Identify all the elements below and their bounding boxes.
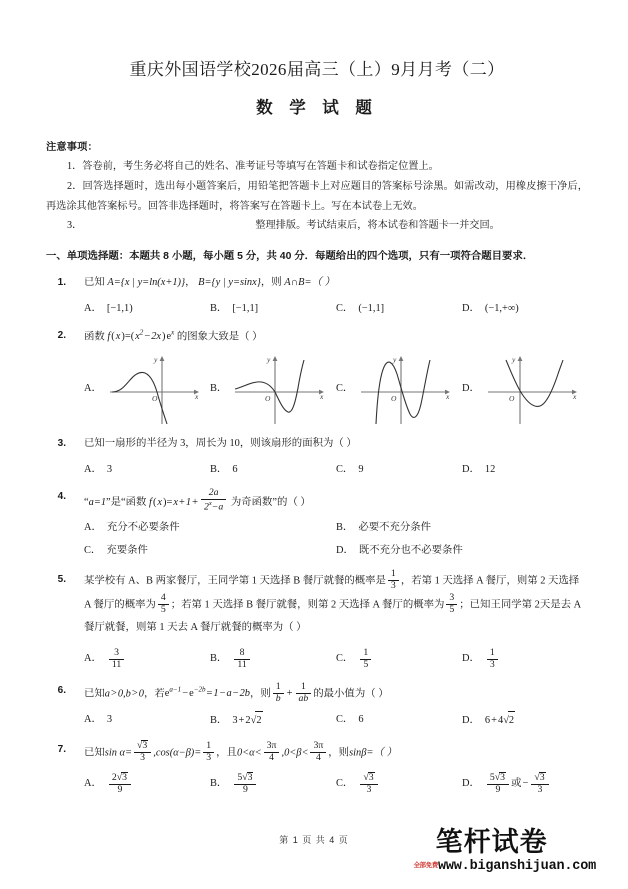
question-3-options	[84, 461, 588, 479]
q5-fraction-2-num: 4	[158, 593, 169, 605]
q6-fraction-1-num: 1	[273, 682, 284, 694]
option-b-label: B．	[210, 302, 228, 314]
option-d-den-1: 9	[495, 784, 501, 796]
q6-prefix: 已知	[84, 688, 105, 700]
question-4-options	[84, 519, 588, 560]
option-d-den: 3	[489, 659, 495, 671]
option-d[interactable]	[462, 711, 588, 730]
q6-plus: +	[286, 688, 293, 700]
option-d-label: D．	[336, 545, 354, 557]
option-a-den: 11	[111, 659, 122, 671]
watermark-brand: 笔杆试卷	[435, 827, 548, 857]
q5-fraction-3-den: 5	[449, 604, 455, 616]
option-a-label: A．	[84, 521, 102, 533]
option-d-fraction-1	[487, 772, 509, 796]
option-b[interactable]	[210, 352, 336, 426]
option-d-fraction	[487, 648, 498, 671]
section-label: 一、单项选择题：	[46, 250, 130, 262]
option-c-label: C．	[84, 545, 102, 557]
question-6	[46, 682, 588, 731]
option-d[interactable]	[462, 461, 588, 479]
option-d-label: D．	[462, 653, 480, 665]
q7-fraction-3-den: 4	[269, 751, 274, 763]
q5-line1a: 某学校有 A、B 两家餐厅，王同学第 1 天选择 B 餐厅就餐的概率是	[84, 575, 386, 587]
question-1-number: 1.	[57, 277, 66, 289]
option-b[interactable]	[210, 647, 336, 673]
option-a[interactable]	[84, 352, 210, 426]
question-7-stem	[84, 740, 588, 764]
page-title: 重庆外国语学校2026届高三（上）9月月考（二）	[129, 60, 505, 79]
watermark	[414, 829, 596, 874]
q7-range-alpha: 0<α<	[236, 747, 262, 759]
option-d-label: D．	[462, 463, 480, 475]
option-b-fraction	[234, 772, 256, 796]
q7-fraction-1	[134, 740, 151, 764]
option-c-label: C．	[336, 383, 354, 395]
q6-condition: a>0,b>0	[104, 688, 144, 700]
q6-equation: $e^{a-1}-e^{-2b}=1-a-2b$	[164, 685, 250, 700]
option-c-text: 6	[358, 714, 364, 726]
option-a-num: 3	[109, 648, 124, 660]
q4-quote-open: “	[84, 496, 89, 508]
q5-fraction-2	[158, 593, 169, 616]
q7-fraction-2-num: 1	[203, 741, 214, 753]
q4-fraction-numerator: 2a	[201, 488, 226, 500]
graph-d	[484, 352, 580, 426]
question-7-options	[84, 771, 588, 797]
q1-sep1: ，	[185, 277, 196, 289]
option-c-text: 9	[358, 463, 364, 475]
q5-fraction-3-num: 3	[446, 593, 457, 605]
q5-line2c: ；已知王同学第 2	[459, 599, 540, 611]
q6-mid2: ，则	[249, 688, 271, 700]
page-number: 第 1 页 共 4 页	[279, 835, 349, 845]
q4-mid-text: ”是“函数	[106, 496, 147, 508]
note-item-3-text: 整理排版。考试结束后，将本试卷和答题卡一并交回。	[255, 220, 500, 232]
q6-suffix: 的最小值为（ ）	[313, 688, 389, 700]
option-d[interactable]	[462, 352, 588, 426]
option-b-label: B．	[210, 715, 228, 727]
svg-text:y: y	[393, 355, 397, 365]
question-5-stem	[84, 569, 588, 639]
svg-text:x: x	[446, 392, 450, 402]
question-1-stem	[84, 274, 588, 292]
q4-function: f(x)=x+1+	[149, 496, 198, 508]
option-d-label: D．	[462, 715, 480, 727]
q4-suffix: 为奇函数”的（ ）	[230, 496, 311, 508]
option-b-text: 6	[232, 463, 238, 475]
option-b-den: 9	[242, 784, 248, 796]
option-a-fraction	[109, 772, 131, 796]
option-b[interactable]	[336, 519, 588, 537]
q7-fraction-2-den: 3	[206, 751, 212, 763]
watermark-free-badge: 全部免费	[413, 862, 438, 869]
option-d[interactable]: D． $\frac{5√3}{9}$ 或 − $\frac{√3}{3}$	[462, 771, 588, 797]
option-c[interactable]	[336, 352, 462, 426]
option-c-fraction	[360, 772, 377, 796]
option-c-label: C．	[336, 302, 354, 314]
option-d-label: D．	[462, 383, 480, 395]
option-d-text: 12	[484, 463, 496, 475]
question-4-number: 4.	[57, 490, 66, 502]
option-c-label: C．	[336, 463, 354, 475]
option-c[interactable]	[336, 300, 462, 318]
q7-suffix: sinβ=（ ）	[349, 747, 397, 759]
question-3	[46, 435, 588, 478]
q5-line2b: ；若第 1 天选择 B 餐厅就餐，则第 2 天选择 A 餐厅的概率为	[170, 599, 445, 611]
option-b-label: B．	[210, 777, 228, 789]
q4-fraction	[201, 488, 226, 513]
q5-fraction-2-den: 5	[160, 604, 166, 616]
q7-fraction-2	[203, 741, 214, 764]
option-a-label: A．	[84, 714, 102, 726]
question-1	[46, 274, 588, 317]
q2-prefix: 函数	[84, 331, 105, 343]
option-c[interactable]	[336, 771, 462, 797]
option-a-label: A．	[84, 383, 102, 395]
option-c-label: C．	[336, 714, 354, 726]
q1-prefix: 已知	[84, 277, 105, 289]
option-a-label: A．	[84, 653, 102, 665]
question-5-number: 5.	[57, 574, 66, 586]
svg-text:x: x	[320, 392, 324, 402]
q6-fraction-1-den: b	[275, 692, 281, 704]
option-c[interactable]	[84, 542, 336, 560]
question-3-number: 3.	[57, 438, 66, 450]
q5-fraction-1-num: 1	[388, 569, 399, 581]
q5-line2a: 选择 A 餐厅的概率为	[84, 575, 580, 611]
option-a[interactable]	[84, 519, 336, 537]
option-a[interactable]	[84, 461, 210, 479]
question-4	[46, 488, 588, 561]
q7-fraction-3-num: 3π	[264, 741, 280, 753]
q7-fraction-1-den: 3	[140, 751, 146, 763]
svg-text:x: x	[572, 392, 577, 402]
q1-sep2: ，则	[260, 277, 282, 289]
option-a-num: 2√3	[109, 772, 131, 785]
svg-text:y: y	[153, 355, 158, 365]
question-6-stem	[84, 682, 588, 705]
option-c-label: C．	[336, 777, 354, 789]
option-b-fraction	[234, 648, 249, 671]
option-d-num-1: 5√3	[487, 772, 509, 785]
q7-prefix: 已知	[84, 747, 105, 759]
option-c[interactable]	[336, 461, 462, 479]
graph-c	[357, 352, 453, 426]
q1-set-b: B={y | y=sinx}	[198, 277, 261, 289]
option-b[interactable]	[210, 461, 336, 479]
option-c-den: 3	[366, 784, 372, 796]
option-b-num: 8	[234, 648, 249, 660]
watermark-row2	[414, 857, 596, 874]
q7-fraction-4	[310, 741, 326, 764]
option-d-label: D．	[462, 777, 480, 789]
option-a[interactable]	[84, 300, 210, 318]
q7-mid2: ，则	[328, 747, 350, 759]
svg-text:O: O	[265, 394, 271, 404]
option-b-text: 必要不充分条件	[358, 521, 432, 533]
option-c-num: √3	[360, 772, 377, 785]
option-c[interactable]	[336, 711, 462, 730]
q6-mid: ，若	[143, 688, 165, 700]
q6-fraction-1	[273, 682, 284, 705]
option-b-num: 5√3	[234, 772, 256, 785]
option-a-text: 3	[106, 463, 113, 475]
svg-text:O: O	[151, 394, 158, 404]
option-a[interactable]	[84, 647, 210, 673]
option-d-num: 1	[487, 648, 498, 660]
page-subtitle: 数 学 试 题	[256, 98, 378, 117]
svg-text:x: x	[194, 392, 199, 402]
q1-expression: A∩B=（ ）	[284, 277, 335, 289]
option-a[interactable]	[84, 711, 210, 730]
q4-fraction-denominator: $2^x-a$	[203, 499, 224, 513]
option-a[interactable]	[84, 771, 210, 797]
q5-fraction-1	[388, 569, 399, 592]
svg-text:O: O	[391, 394, 397, 404]
question-2	[46, 327, 588, 427]
question-7	[46, 740, 588, 797]
option-d-label: D．	[462, 302, 480, 314]
question-6-number: 6.	[57, 684, 66, 696]
option-b[interactable]	[210, 771, 336, 797]
note-item-1: 1．答卷前，考生务必将自己的姓名、准考证号等填写在答题卡和试卷指定位置上。	[67, 161, 439, 173]
option-c-num: 1	[360, 648, 371, 660]
option-a-text: 3	[106, 714, 113, 726]
svg-text:y: y	[267, 355, 271, 365]
question-5	[46, 569, 588, 672]
question-2-stem	[84, 327, 588, 347]
option-c-text: (−1,1]	[358, 302, 385, 314]
option-c[interactable]	[336, 647, 462, 673]
option-b-label: B．	[210, 653, 228, 665]
option-b-text: [−1,1]	[232, 302, 259, 314]
option-c-fraction	[360, 648, 371, 671]
watermark-url: www.biganshijuan.com	[437, 859, 596, 874]
q6-fraction-2-den: ab	[298, 692, 309, 704]
note-item-3	[46, 216, 588, 236]
option-c-label: C．	[336, 653, 354, 665]
q5-line3: 天是去 A 餐厅就餐，则第 1 天去 A 餐厅就餐的概率为（ ）	[84, 599, 581, 634]
option-d-or: 或	[511, 777, 522, 789]
option-d-text: 6+4√2	[485, 715, 515, 726]
option-c-text: 充要条件	[106, 545, 148, 557]
q7-cos-term: ,cos(α−β)=	[153, 747, 202, 759]
svg-text:y: y	[511, 355, 516, 365]
option-b[interactable]	[210, 300, 336, 318]
q5-fraction-1-den: 3	[390, 580, 396, 592]
q7-mid: ，且	[216, 747, 237, 759]
option-a-label: A．	[84, 777, 102, 789]
q5-line1b: ，若第 1 天选择 A 餐厅，则第 2 天	[400, 575, 559, 587]
question-3-stem: 已知一扇形的半径为 3，周长为 10，则该扇形的面积为（ ）	[84, 438, 357, 450]
option-b-label: B．	[210, 463, 228, 475]
q7-range-beta: ,0<β<	[281, 747, 309, 759]
graph-a	[106, 352, 202, 426]
option-b-label: B．	[210, 383, 228, 395]
option-a-text: [−1,1)	[106, 302, 133, 314]
question-6-options	[84, 711, 588, 730]
question-4-stem	[84, 488, 588, 513]
notes-heading: 注意事项：	[46, 141, 98, 153]
option-a-fraction	[109, 648, 124, 671]
q5-fraction-3	[446, 593, 457, 616]
option-d-num-2: √3	[531, 772, 548, 785]
notes-block	[46, 138, 588, 236]
question-2-number: 2.	[57, 329, 66, 341]
option-d-text: (−1,+∞)	[484, 302, 519, 314]
q7-fraction-3	[264, 741, 280, 764]
page-content	[46, 0, 588, 797]
option-b[interactable]	[210, 711, 336, 730]
option-b-text: 3+2√2	[232, 715, 262, 726]
q6-fraction-2	[296, 682, 312, 705]
q1-set-a: A={x | y=ln(x+1)}	[107, 277, 186, 289]
option-a-den: 9	[117, 784, 123, 796]
option-d[interactable]	[462, 300, 588, 318]
q7-fraction-4-num: 3π	[310, 741, 326, 753]
option-b-label: B．	[336, 521, 354, 533]
svg-text:O: O	[508, 394, 515, 404]
option-a-text: 充分不必要条件	[106, 521, 180, 533]
question-5-options	[84, 647, 588, 673]
note-item-2: 2．回答选择题时，选出每小题答案后，用铅笔把答题卡上对应题目的答案标号涂黑。如需改动，用橡皮擦干净后，再选涂其他答案标号。回答非选择题时，将答案写在答题卡上。写在本试卷上无效。	[46, 180, 588, 212]
option-d[interactable]	[336, 542, 588, 560]
option-d-den-2: 3	[537, 784, 543, 796]
q2-suffix: 的图象大致是（ ）	[176, 331, 263, 343]
option-b-den: 11	[237, 659, 247, 671]
option-a-label: A．	[84, 463, 102, 475]
option-d-text: 既不充分也不必要条件	[358, 545, 463, 557]
q2-function: $f(x)=(x^2-2x)e^x$	[107, 328, 175, 343]
option-a-label: A．	[84, 302, 102, 314]
graph-b	[231, 352, 327, 426]
note-item-3-number: 3．	[67, 220, 83, 232]
section-text: 本题共 8 小题，每小题 5 分，共 40 分．每题给出的四个选项，只有一项符合题目要求．	[129, 250, 534, 262]
q7-fraction-1-num: √3	[134, 740, 151, 753]
page-footer	[0, 829, 628, 889]
q7-sin-alpha: sin α=	[104, 747, 132, 759]
q6-fraction-2-num: 1	[296, 682, 312, 694]
question-7-number: 7.	[57, 743, 66, 755]
q4-condition: a=1	[88, 496, 107, 508]
option-d[interactable]	[462, 647, 588, 673]
question-2-options	[84, 352, 588, 426]
question-1-options	[84, 300, 588, 318]
q7-fraction-4-den: 4	[315, 751, 321, 763]
option-d-fraction-2	[531, 772, 548, 796]
section-heading	[46, 249, 588, 266]
option-c-den: 5	[363, 659, 369, 671]
